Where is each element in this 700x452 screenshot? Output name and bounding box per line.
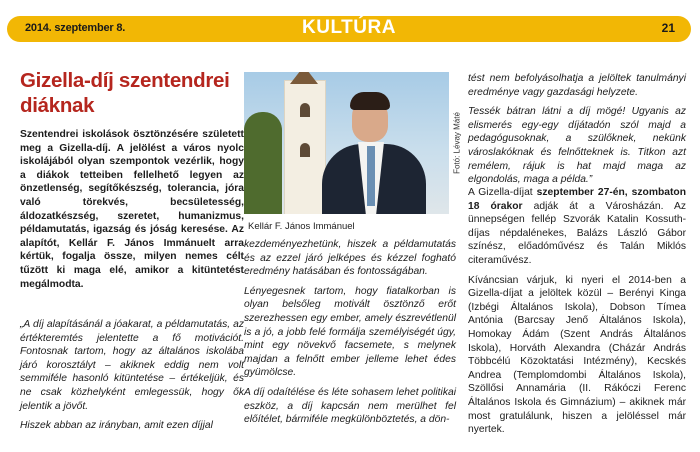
quote-paragraph: „A díj alapításánál a jóakarat, a példamutatás, az értékteremtés jelentette a fő motivációt. Fontosnak tartom, hogy az általános iskolába járó korosztályt – akiknek eddig nem volt semmiféle hasonló kitüntetése – értékeljük, és ne csak közhelyként emlegessük, hogy ők jelentik a jövőt. (20, 319, 244, 412)
photo-person-tie (367, 146, 375, 206)
photo-church-window (300, 103, 310, 117)
photo-church-window (300, 143, 310, 157)
issue-date: 2014. szeptember 8. (25, 22, 126, 34)
photo-person-hair (350, 92, 390, 110)
right-paragraph: tést nem befolyásolhatja a jelöltek tanulmányi eredménye vagy gazdasági helyzete. (468, 73, 686, 98)
page-header-bar (7, 16, 691, 42)
event-text: A Gizella-díjat (468, 187, 537, 198)
photo-credit (452, 72, 462, 214)
event-paragraph (468, 186, 686, 268)
page-number: 21 (661, 21, 675, 35)
photo-church-tower (284, 80, 326, 214)
event-date: szeptember 27-én, szombaton 18 órakor (468, 187, 686, 212)
photo-caption: Kellár F. János Immánuel (248, 221, 355, 232)
photo-credit-text: Fotó: Lévay Máté (452, 112, 462, 174)
article-lead (20, 128, 244, 297)
middle-paragraph: Lényegesnek tartom, hogy fiatalkorban is olyan belsőleg motivált ösztönző erőt szerezhessen egy ember, amely észrevétlenül is a jó, a jobb felé formálja személyiségét úgy, mint egy növekvő facsemete, s melynek majdan a felnőtt ember jelleme lehet édes gyümölcse. (244, 285, 456, 379)
photo-church-roof (290, 72, 318, 84)
section-title: KULTÚRA (302, 17, 396, 38)
quote-paragraph: Hiszek abban az irányban, amit ezen díjjal (20, 420, 213, 432)
article-right-quote (468, 72, 686, 193)
article-quote-column (20, 318, 244, 439)
right-paragraph: Tessék bátran látni a díj mögé! Ugyanis az elismerés egy-egy díjátadón szól majd a pedagógusoknak, a szülőknek, nekünk városlakóknak és felnőtteknek is. Titkon azt remélem, rájuk is hat majd maga az elgondolás, maga a példa.” (468, 106, 686, 186)
article-middle-column (244, 238, 456, 433)
photo-tree (244, 112, 282, 214)
nominees-paragraph: Kíváncsian várjuk, ki nyeri el 2014-ben a Gizella-díjat a jelöltek közül – Berényi Kinga (Izbégi Általános Iskola), Dobson Tímea Antónia (Barcsay Jenő Általános Iskola), Homokay Ádám (Szent András Általános Iskola), Horváth Alexandra (Cházár András Többcélú Közoktatási Intézmény), Kecskés Andrea (Templomdombi Általános Iskola), Szöllősi Annamária (II. Rákóczi Ferenc Általános Iskola és Gimnázium) – akiknek már most gratulálunk, hiszen a jelöléssel már nyertek. (468, 274, 686, 436)
middle-paragraph: kezdeményezhetünk, hiszek a példamutatás és az ezzel járó jelképes és kézzel fogható eredmény hatásában és fontosságában. (244, 239, 456, 278)
lead-paragraph: Szentendrei iskolások ösztönzésére született meg a Gizella-díj. A jelölést a város nyolc iskolájából olyan szempontok vezérlik, hogy a diákok tetteiben fellelhető legyen az önzetlenség, segítőkészség, tolerancia, jóra való törekvés, becsületesség, áldozatkészség, szeretet, humanizmus, példamutatás, igazság és jóság keresése. Az alapítót, Kellár F. János Immánuelt arra kértük, fogalja össze, milyen nemes célt tűzött ki maga elé, amikor a kitüntetést megálmodta. (20, 129, 244, 290)
article-title: Gizella-díj szentendrei diáknak (20, 69, 230, 117)
portrait-photo (244, 72, 449, 214)
article-right-column (468, 186, 686, 443)
middle-paragraph: A díj odaítélése és léte sohasem lehet politikai eszköz, a díj kapcsán nem merülhet fel előítélet, bármiféle megkülönböztetés, a dön- (244, 386, 456, 426)
event-text: adják át a Városházán. Az ünnepségen fellép Szvorák Katalin Kossuth-díjas népdalénekes, Balázs László Gábor színész, előadóművész és Talán Miklós citeraművész. (468, 200, 686, 266)
